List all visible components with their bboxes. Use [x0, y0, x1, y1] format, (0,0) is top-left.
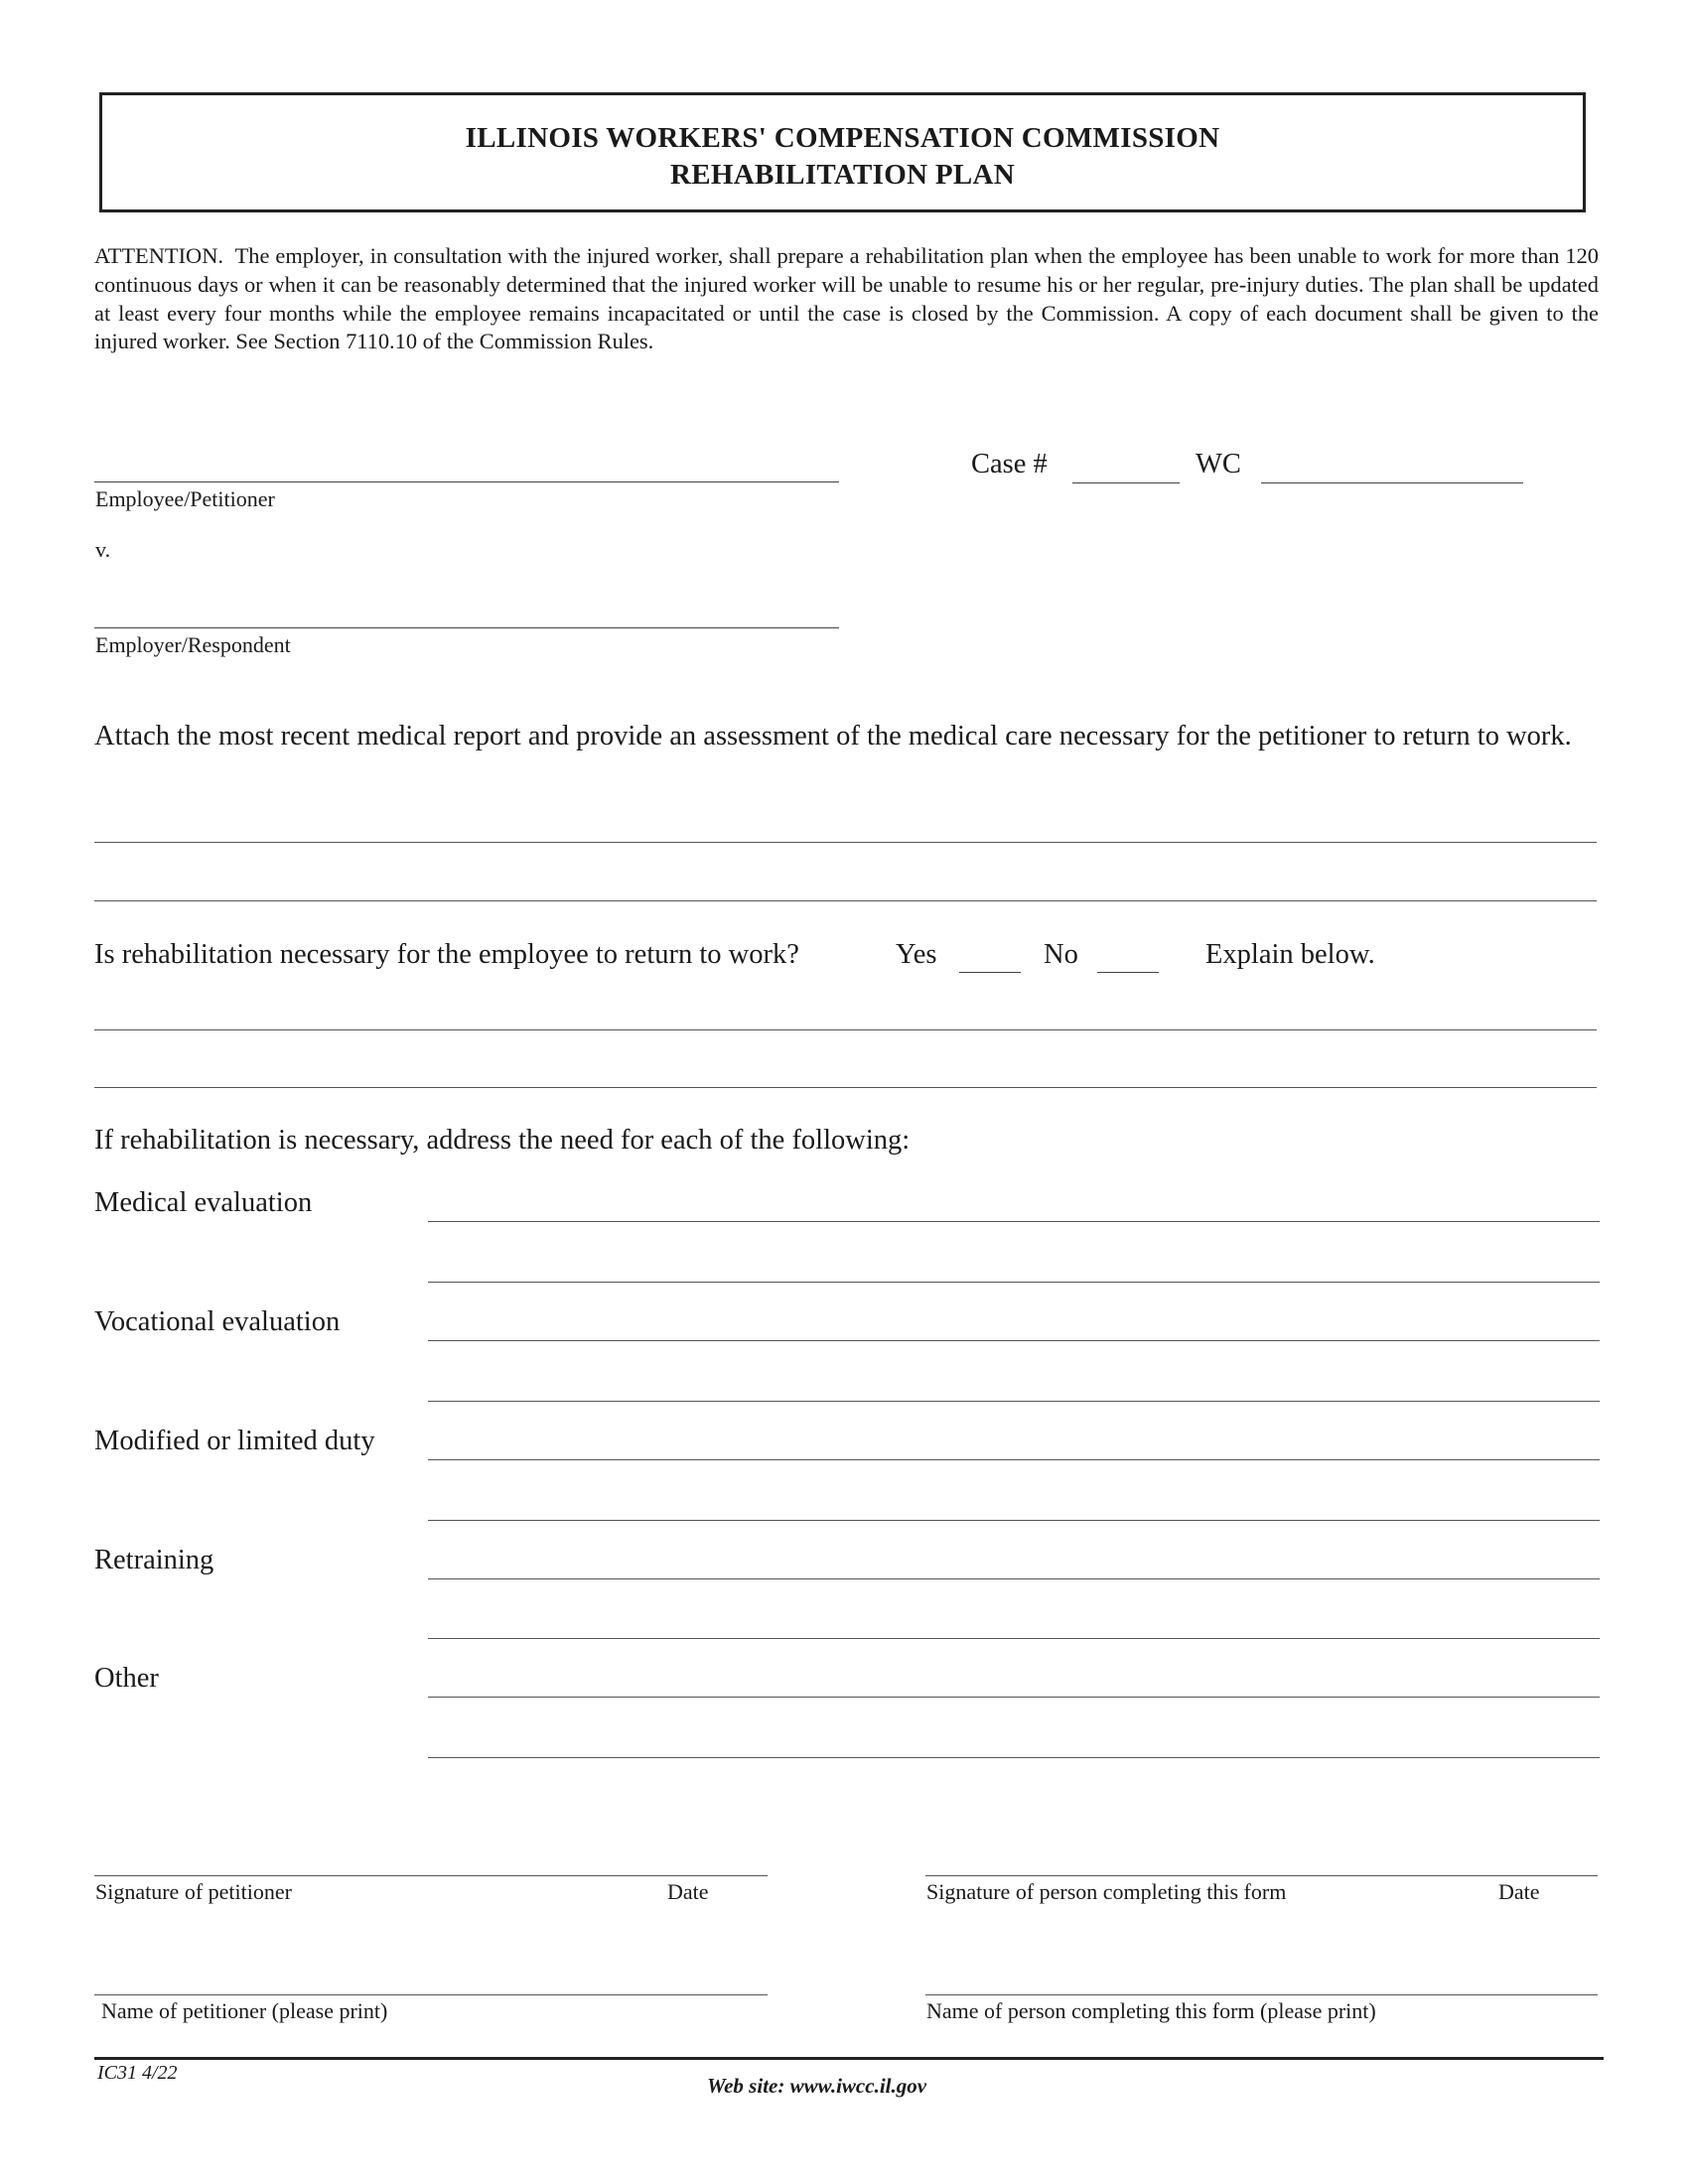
header-box: [99, 92, 1586, 212]
case-number-label: Case #: [971, 449, 1048, 479]
attention-lead: ATTENTION.: [94, 243, 223, 268]
petitioner-name-label: Name of petitioner (please print): [101, 1998, 388, 2023]
yes-checkbox-blank[interactable]: [959, 972, 1021, 973]
petitioner-name-line[interactable]: [94, 1994, 768, 1995]
medical-evaluation-line-2[interactable]: [428, 1282, 1600, 1283]
attention-paragraph: [94, 242, 1599, 356]
other-line-1[interactable]: [428, 1697, 1600, 1698]
petitioner-signature-label: Signature of petitioner: [95, 1879, 292, 1904]
form-title: REHABILITATION PLAN: [669, 159, 1016, 191]
need-label-medical-evaluation: Medical evaluation: [94, 1187, 313, 1218]
employee-name-line[interactable]: [94, 481, 839, 482]
yes-label: Yes: [896, 939, 937, 970]
form-code: IC31 4/22: [97, 2062, 178, 2084]
completer-signature-line[interactable]: [925, 1875, 1598, 1876]
case-number-field[interactable]: [1072, 482, 1180, 483]
footer-divider: [94, 2057, 1604, 2060]
modified-duty-line-2[interactable]: [428, 1520, 1600, 1521]
explain-below-text: Explain below.: [1205, 939, 1375, 970]
completer-name-line[interactable]: [925, 1994, 1598, 1995]
vocational-evaluation-line-2[interactable]: [428, 1401, 1600, 1402]
vocational-evaluation-line-1[interactable]: [428, 1340, 1600, 1341]
website-link[interactable]: Web site: www.iwcc.il.gov: [707, 2074, 927, 2098]
rehab-explain-line-2[interactable]: [94, 1087, 1597, 1088]
wc-number-field[interactable]: [1261, 482, 1523, 483]
completer-signature-label: Signature of person completing this form: [926, 1879, 1287, 1904]
medical-assessment-line-1[interactable]: [94, 842, 1597, 843]
medical-report-question: Attach the most recent medical report and provide an assessment of the medical care necessary for the petitioner to return to work.: [94, 721, 1572, 751]
petitioner-date-label: Date: [667, 1879, 709, 1904]
employer-name-line[interactable]: [94, 627, 839, 628]
employer-label: Employer/Respondent: [95, 632, 291, 657]
other-line-2[interactable]: [428, 1757, 1600, 1758]
no-label: No: [1044, 939, 1078, 970]
need-label-retraining: Retraining: [94, 1545, 214, 1575]
rehab-needed-question: Is rehabilitation necessary for the employee to return to work?: [94, 939, 799, 970]
petitioner-signature-line[interactable]: [94, 1875, 768, 1876]
retraining-line-1[interactable]: [428, 1578, 1600, 1579]
attention-text: The employer, in consultation with the injured worker, shall prepare a rehabilitation plan when the employee has been unable to work for more than 120 continuous days or when it can be reasonably determined that the injured worker will be unable to resume his or her regular, pre-injury duties. The plan shall be updated at least every four months while the employee remains incapacitated or until the case is closed by the Commission. A copy of each document shall be given to the injured worker. See Section 7110.10 of the Commission Rules.: [94, 243, 1599, 354]
address-needs-prompt: If rehabilitation is necessary, address the need for each of the following:: [94, 1125, 911, 1156]
need-label-other: Other: [94, 1663, 159, 1694]
modified-duty-line-1[interactable]: [428, 1459, 1600, 1460]
no-checkbox-blank[interactable]: [1097, 972, 1159, 973]
versus-text: v.: [95, 537, 111, 562]
completer-name-label: Name of person completing this form (please print): [926, 1998, 1376, 2023]
employee-label: Employee/Petitioner: [95, 486, 275, 511]
medical-assessment-line-2[interactable]: [94, 900, 1597, 901]
medical-evaluation-line-1[interactable]: [428, 1221, 1600, 1222]
wc-label: WC: [1196, 449, 1241, 479]
rehab-explain-line-1[interactable]: [94, 1029, 1597, 1030]
need-label-vocational-evaluation: Vocational evaluation: [94, 1306, 341, 1337]
need-label-modified-duty: Modified or limited duty: [94, 1426, 375, 1456]
completer-date-label: Date: [1498, 1879, 1540, 1904]
retraining-line-2[interactable]: [428, 1638, 1600, 1639]
commission-title: ILLINOIS WORKERS' COMPENSATION COMMISSION: [465, 122, 1220, 154]
